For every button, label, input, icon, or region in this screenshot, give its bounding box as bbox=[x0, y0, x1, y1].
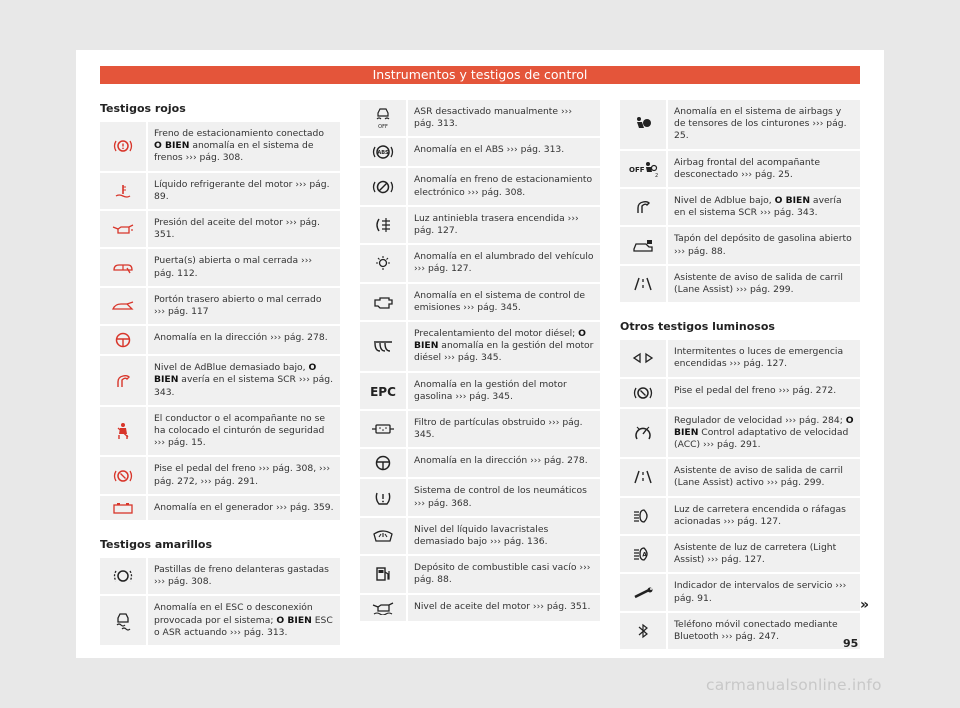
description-emphasis: O BIEN bbox=[414, 328, 586, 352]
indicator-description bbox=[146, 173, 340, 209]
passenger-airbag-off-icon bbox=[620, 151, 666, 187]
description-text: Depósito de combustible casi vacío ››› pág. 88. bbox=[414, 562, 591, 586]
description-text: Luz antiniebla trasera encendida ››› pág. 127. bbox=[414, 212, 579, 237]
fuel-cap-icon bbox=[620, 227, 666, 263]
indicator-row bbox=[620, 100, 860, 151]
description-text: Anomalía en el alumbrado del vehículo ››› pág. 127. bbox=[414, 251, 594, 275]
indicator-row bbox=[100, 249, 340, 287]
indicator-description bbox=[406, 168, 600, 204]
description-text: Asistente de luz de carretera (Light Assist) ››› pág. 127. bbox=[674, 542, 837, 566]
parking-brake-fault-icon bbox=[360, 168, 406, 204]
indicator-description bbox=[146, 407, 340, 456]
description-text: Teléfono móvil conectado mediante Bluetooth ››› pág. 247. bbox=[674, 618, 838, 643]
description-text: Nivel del líquido lavacristales demasiado bajo ››› pág. 136. bbox=[414, 523, 549, 548]
indicator-row bbox=[620, 613, 860, 651]
indicator-row bbox=[620, 409, 860, 460]
bulb-fault-icon bbox=[360, 245, 406, 281]
indicator-row bbox=[620, 340, 860, 378]
rear-fog-icon bbox=[360, 207, 406, 243]
indicator-description bbox=[666, 536, 860, 572]
indicator-row bbox=[620, 574, 860, 612]
esc-icon bbox=[100, 596, 146, 645]
indicator-description bbox=[406, 411, 600, 447]
description-text: Freno de estacionamiento conectado bbox=[154, 128, 324, 139]
description-emphasis: O BIEN bbox=[674, 414, 854, 438]
description-text: Asistente de aviso de salida de carril (Lane Assist) ››› pág. 299. bbox=[674, 271, 843, 296]
indicator-description bbox=[666, 379, 860, 407]
indicator-row bbox=[360, 373, 600, 411]
indicator-row bbox=[360, 322, 600, 373]
indicator-row bbox=[360, 207, 600, 245]
indicator-row bbox=[100, 326, 340, 356]
description-text: Asistente de aviso de salida de carril (Lane Assist) activo ››› pág. 299. bbox=[674, 465, 843, 489]
description-text: Nivel de AdBlue demasiado bajo, bbox=[154, 362, 309, 374]
steering-amber-icon bbox=[360, 449, 406, 477]
epc-icon bbox=[360, 373, 406, 409]
header-title: Instrumentos y testigos de control bbox=[372, 67, 588, 82]
indicator-row bbox=[620, 379, 860, 409]
brake-pads-icon bbox=[100, 558, 146, 594]
adblue-icon bbox=[100, 356, 146, 405]
description-emphasis: O BIEN bbox=[276, 614, 312, 626]
cruise-control-icon bbox=[620, 409, 666, 458]
indicator-row bbox=[620, 189, 860, 227]
indicator-row bbox=[100, 122, 340, 173]
indicator-row bbox=[360, 100, 600, 138]
description-text: Anomalía en el sistema de airbags y de tensores de los cinturones ››› pág. 25. bbox=[674, 106, 847, 142]
indicator-description bbox=[666, 151, 860, 187]
description-text: Intermitentes o luces de emergencia encendidas ››› pág. 127. bbox=[674, 346, 844, 370]
description-text: Indicador de intervalos de servicio ››› pág. 91. bbox=[674, 580, 847, 604]
turn-signal-icon bbox=[620, 340, 666, 376]
glow-plug-icon bbox=[360, 322, 406, 371]
description-text-continued: avería en el sistema SCR ››› pág. 343. bbox=[154, 374, 334, 398]
indicator-row bbox=[100, 496, 340, 522]
indicator-description bbox=[146, 326, 340, 354]
description-text: Líquido refrigerante del motor ››› pág. 89. bbox=[154, 178, 330, 202]
indicator-row bbox=[620, 536, 860, 574]
asr-off-icon bbox=[360, 100, 406, 136]
airbag-fault-icon bbox=[620, 100, 666, 149]
brake-pedal-icon bbox=[100, 457, 146, 493]
bluetooth-icon bbox=[620, 613, 666, 649]
indicator-row bbox=[100, 211, 340, 249]
indicator-description bbox=[406, 449, 600, 477]
indicator-description bbox=[406, 100, 600, 136]
indicator-row bbox=[360, 518, 600, 556]
indicator-row bbox=[360, 556, 600, 594]
indicator-description bbox=[146, 211, 340, 247]
description-text: Nivel de Adblue bajo, bbox=[674, 195, 775, 207]
description-text: Regulador de velocidad ››› pág. 284; bbox=[674, 414, 846, 426]
indicator-description bbox=[666, 227, 860, 263]
brake-pedal-green-icon bbox=[620, 379, 666, 407]
indicator-description bbox=[146, 122, 340, 171]
indicator-description bbox=[146, 288, 340, 324]
indicator-description bbox=[406, 373, 600, 409]
indicator-description bbox=[406, 284, 600, 320]
washer-fluid-icon bbox=[360, 518, 406, 554]
indicator-description bbox=[146, 457, 340, 493]
lane-assist-icon bbox=[620, 266, 666, 302]
indicator-row bbox=[620, 459, 860, 497]
oil-pressure-icon bbox=[100, 211, 146, 247]
door-open-icon bbox=[100, 249, 146, 285]
indicator-row bbox=[620, 227, 860, 265]
indicator-row bbox=[100, 457, 340, 495]
battery-icon bbox=[100, 496, 146, 520]
description-text: Anomalía en el ESC o desconexión provocada por el sistema; bbox=[154, 602, 313, 626]
indicator-row bbox=[360, 245, 600, 283]
description-text: Sistema de control de los neumáticos ››› pág. 368. bbox=[414, 485, 587, 509]
description-text: Anomalía en el ABS ››› pág. 313. bbox=[414, 144, 565, 156]
amber-indicator-list bbox=[100, 558, 340, 647]
coolant-temperature-icon bbox=[100, 173, 146, 209]
indicator-row bbox=[360, 479, 600, 517]
description-text: Anomalía en el generador ››› pág. 359. bbox=[154, 501, 334, 513]
description-emphasis: O BIEN bbox=[154, 362, 317, 386]
svg-text:EPC: EPC bbox=[370, 384, 396, 398]
description-text: Portón trasero abierto o mal cerrado ››› pág. 117 bbox=[154, 293, 322, 318]
fuel-icon bbox=[360, 556, 406, 592]
svg-text:2: 2 bbox=[655, 172, 658, 178]
description-text: ASR desactivado manualmente ››› pág. 313. bbox=[414, 106, 572, 130]
description-text-continued: anomalía en la gestión del motor diésel ››› pág. 345. bbox=[414, 340, 594, 364]
page-header bbox=[100, 66, 860, 84]
seatbelt-icon bbox=[100, 407, 146, 456]
svg-text:OFF: OFF bbox=[378, 124, 388, 130]
description-text: Tapón del depósito de gasolina abierto ››› pág. 88. bbox=[674, 233, 852, 257]
description-text: Anomalía en freno de estacionamiento electrónico ››› pág. 308. bbox=[414, 174, 593, 198]
indicator-description bbox=[146, 356, 340, 405]
indicator-description bbox=[666, 100, 860, 149]
description-emphasis: O BIEN bbox=[774, 195, 811, 207]
light-assist-icon bbox=[620, 536, 666, 572]
description-text-continued: ESC o ASR actuando ››› pág. 313. bbox=[154, 614, 333, 638]
description-text: Anomalía en la dirección ››› pág. 278. bbox=[154, 332, 328, 344]
red-section-title: Testigos rojos bbox=[100, 102, 186, 115]
description-text: Anomalía en el sistema de control de emisiones ››› pág. 345. bbox=[414, 289, 586, 313]
indicator-description bbox=[666, 613, 860, 649]
description-text: Pise el pedal del freno ››› pág. 308, ››› pág. 272, ››› pág. 291. bbox=[154, 463, 331, 487]
indicator-description bbox=[406, 322, 600, 371]
indicator-description bbox=[146, 496, 340, 520]
middle-column bbox=[360, 100, 600, 623]
continue-mark: » bbox=[860, 597, 870, 613]
indicator-row bbox=[620, 266, 860, 304]
description-text: Pastillas de freno delanteras gastadas ››› pág. 308. bbox=[154, 564, 329, 588]
description-text: Anomalía en la dirección ››› pág. 278. bbox=[414, 455, 588, 467]
indicator-row bbox=[360, 138, 600, 168]
indicator-description bbox=[666, 266, 860, 302]
particle-filter-icon bbox=[360, 411, 406, 447]
steering-fault-icon bbox=[100, 326, 146, 354]
description-emphasis: O BIEN bbox=[154, 140, 190, 152]
indicator-row bbox=[100, 356, 340, 407]
tailgate-open-icon bbox=[100, 288, 146, 324]
description-text: Anomalía en la gestión del motor gasolina ››› pág. 345. bbox=[414, 378, 567, 402]
description-text: Luz de carretera encendida o ráfagas acionadas ››› pág. 127. bbox=[674, 503, 846, 527]
description-text: Pise el pedal del freno ››› pág. 272. bbox=[674, 384, 837, 396]
indicator-row bbox=[620, 151, 860, 189]
abs-icon bbox=[360, 138, 406, 166]
indicator-description bbox=[666, 189, 860, 225]
indicator-description bbox=[666, 409, 860, 458]
indicator-row bbox=[100, 407, 340, 458]
description-text: Airbag frontal del acompañante desconectado ››› pág. 25. bbox=[674, 156, 820, 180]
description-text: Precalentamiento del motor diésel; bbox=[414, 328, 579, 340]
indicator-row bbox=[100, 288, 340, 326]
svg-text:ABS: ABS bbox=[377, 150, 389, 157]
red-indicator-list bbox=[100, 122, 340, 522]
indicator-row bbox=[360, 449, 600, 479]
description-text: Nivel de aceite del motor ››› pág. 351. bbox=[414, 600, 591, 612]
other-section-title: Otros testigos luminosos bbox=[620, 320, 775, 334]
indicator-description bbox=[406, 207, 600, 243]
indicator-row bbox=[360, 168, 600, 206]
description-text: Filtro de partículas obstruido ››› pág. 345. bbox=[414, 417, 583, 441]
description-text: Puerta(s) abierta o mal cerrada ››› pág. 112. bbox=[154, 255, 313, 279]
right-amber-indicator-list bbox=[620, 100, 860, 304]
indicator-description bbox=[146, 558, 340, 594]
indicator-description bbox=[146, 596, 340, 645]
svg-text:OFF: OFF bbox=[629, 165, 645, 174]
indicator-description bbox=[406, 556, 600, 592]
amber-section-title: Testigos amarillos bbox=[100, 538, 213, 552]
page-number: 95 bbox=[843, 637, 859, 650]
right-column bbox=[620, 100, 860, 651]
adblue-low-icon bbox=[620, 189, 666, 225]
service-wrench-icon bbox=[620, 574, 666, 610]
middle-indicator-list bbox=[360, 100, 600, 623]
indicator-description bbox=[666, 574, 860, 610]
oil-level-icon bbox=[360, 595, 406, 621]
indicator-row bbox=[100, 596, 340, 647]
indicator-row bbox=[100, 558, 340, 596]
description-text: Presión del aceite del motor ››› pág. 351. bbox=[154, 217, 320, 241]
left-column bbox=[100, 100, 340, 647]
indicator-row bbox=[100, 173, 340, 211]
indicator-row bbox=[360, 411, 600, 449]
indicator-description bbox=[406, 595, 600, 621]
indicator-description bbox=[666, 459, 860, 495]
description-text-continued: avería en el sistema SCR ››› pág. 343. bbox=[674, 195, 842, 219]
indicator-row bbox=[360, 284, 600, 322]
engine-icon bbox=[360, 284, 406, 320]
indicator-description bbox=[406, 518, 600, 554]
indicator-description bbox=[146, 249, 340, 285]
description-text: El conductor o el acompañante no se ha colocado el cinturón de seguridad ››› pág. 15. bbox=[154, 412, 326, 449]
description-text-continued: Control adaptativo de velocidad (ACC) ››› pág. 291. bbox=[674, 426, 849, 451]
indicator-description bbox=[406, 138, 600, 166]
brake-warning-icon bbox=[100, 122, 146, 171]
watermark-text: carmanualsonline.info bbox=[706, 676, 882, 694]
indicator-description bbox=[666, 340, 860, 376]
indicator-description bbox=[406, 245, 600, 281]
description-text-continued: anomalía en el sistema de frenos ››› pág. 308. bbox=[154, 140, 314, 164]
indicator-description bbox=[666, 498, 860, 534]
indicator-row bbox=[360, 595, 600, 623]
indicator-description bbox=[406, 479, 600, 515]
lane-assist-active-icon bbox=[620, 459, 666, 495]
indicator-row bbox=[620, 498, 860, 536]
high-beam-icon bbox=[620, 498, 666, 534]
tire-pressure-icon bbox=[360, 479, 406, 515]
other-indicator-list bbox=[620, 340, 860, 651]
svg-text:A: A bbox=[642, 551, 647, 559]
